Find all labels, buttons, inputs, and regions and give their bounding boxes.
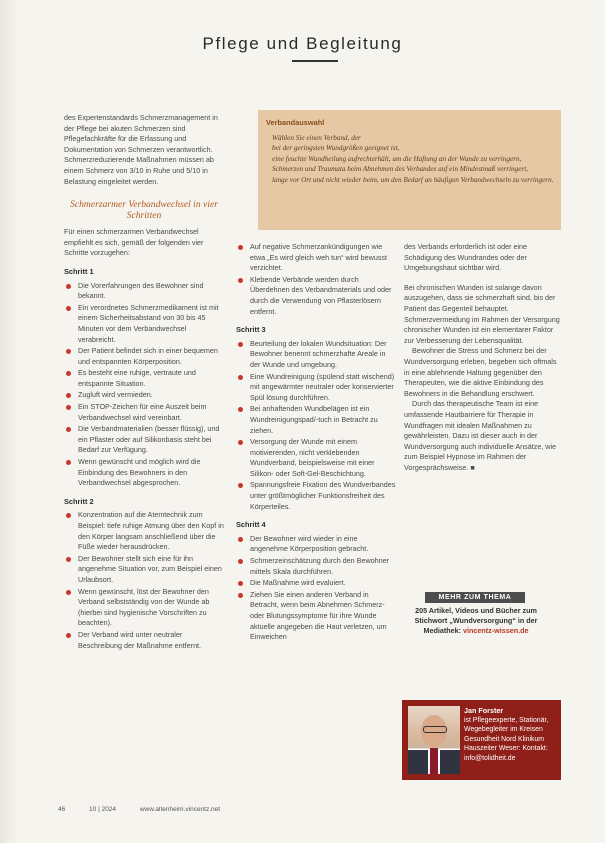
- list-item: Die Vorerfahrungen des Bewohner sind bekannt.: [64, 281, 224, 302]
- list-item: Konzentration auf die Atemtechnik zum Beispiel: tiefe ruhige Atmung über den Kopf in den Körper langsam anschließend über die Füße wieder herausdrücken.: [64, 510, 224, 552]
- author-text: [464, 706, 558, 764]
- list-item: Es besteht eine ruhige, vertraute und entspannte Situation.: [64, 368, 224, 389]
- list-item: Die Verbandmaterialien (besser flüssig), und ein Pflaster oder auf Silikonbasis steht bei Bedarf zur Verfügung.: [64, 424, 224, 456]
- step1-title: Schritt 1: [64, 266, 94, 276]
- step2-title: Schritt 2: [64, 496, 94, 506]
- info-box-title: Verbandauswahl: [266, 118, 325, 127]
- step2-list: [64, 510, 224, 651]
- more-topic-text: [405, 606, 547, 636]
- issue-info: 10 | 2024: [89, 806, 117, 813]
- list-item: Der Bewohner wird wieder in eine angenehme Körperposition gebracht.: [236, 534, 396, 555]
- list-item: Bei anhaftenden Wundbelägen ist ein Wundreinigungspad/-tuch in Betracht zu ziehen.: [236, 404, 396, 436]
- list-item: Der Verband wird unter neutraler Beschreibung der Maßnahme entfernt.: [64, 630, 224, 651]
- info-box-lines: [272, 133, 556, 185]
- list-item: Schmerzeinschätzung durch den Bewohner mittels Skala durchführen.: [236, 556, 396, 577]
- list-item: Versorgung der Wunde mit einem motivierenden, nicht verklebenden Wundverband, beispielsweise mit einer Silikon- oder Soft-Gel-Beschichtung.: [236, 437, 396, 479]
- list-item: Klebende Verbände werden durch Überdehnen des Verbandmaterials und oder durch die Verwendung von Pflasterlösern entfernt.: [236, 275, 396, 317]
- paragraph: des Verbands erforderlich ist oder eine Schädigung des Wundrandes oder der Umgebungshaut sichtbar wird.: [404, 242, 528, 273]
- paragraph: [404, 399, 561, 473]
- list-item: Ziehen Sie einen anderen Verband in Betracht, wenn beim Abnehmen Schmerz- oder Blutungssymptome für ihre Wunde aktuelle angegeben die Haut verletzen, um Einweichen: [236, 590, 396, 643]
- lead-paragraph: Für einen schmerzarmen Verbandwechsel empfiehlt es sich, gemäß der folgenden vier Schritte vorzugehen:: [64, 227, 204, 258]
- info-line: Schmerzen und Traumata beim Abnehmen des Verbandes auf ein Mindestmaß verringert,: [272, 165, 528, 174]
- website-url: www.altenheim.vincentz.net: [139, 806, 221, 813]
- title-underline: [292, 60, 338, 62]
- more-topic-description: 205 Artikel, Videos und Bücher zum Stichwort „Wundversorgung“ in der Mediathek:: [414, 606, 538, 635]
- info-line: Wählen Sie einen Verband, der: [272, 134, 361, 142]
- paragraph: Bewohner die Stress und Schmerz bei der Wundversorgung erleben, begeben sich oftmals in eine ablehnende Haltung gegenüber den Therapeuten, wie die aktive Einbindung des Bewohners in die Behandlung erschwert.: [404, 346, 557, 398]
- section-heading: Schmerzarmer Verbandwechsel in vier Schritten: [70, 199, 218, 222]
- list-item: Ein verordnetes Schmerzmedikament ist mit einem Sicherheitsabstand von 30 bis 45 Minuten vor dem Verbandwechsel verabreicht.: [64, 303, 224, 345]
- mediathek-link[interactable]: vincentz-wissen.de: [463, 626, 529, 635]
- photo-jacket-right: [440, 750, 460, 774]
- photo-glasses: [423, 726, 447, 733]
- info-line: bei der geringsten Wundgrößen geeignet ist,: [272, 144, 400, 153]
- list-item: Wenn gewünscht und möglich wird die Einbindung des Bewohners in den Verbandwechsel abgesprochen.: [64, 457, 224, 489]
- list-item: Auf negative Schmerzankündigungen wie etwa „Es wird gleich weh tun“ wird bewusst verzichtet.: [236, 242, 396, 274]
- page-title: Pflege und Begleitung: [202, 34, 403, 53]
- photo-tie: [430, 748, 438, 774]
- list-item: Wenn gewünscht, löst der Bewohner den Verband selbstständig von der Wunde ab (hierbei sind hygienische Vorschriften zu beachten).: [64, 587, 224, 629]
- step4-title: Schritt 4: [236, 520, 266, 530]
- list-item: Der Bewohner stellt sich eine für ihn angenehme Situation vor, zum Beispiel einen Urlaubsort.: [64, 554, 224, 586]
- page-number: 46: [58, 806, 66, 813]
- info-line: eine feuchte Wundheilung aufrechterhält, um die Haftung an der Wunde zu verringern,: [272, 154, 522, 163]
- list-item: Der Patient befindet sich in einer bequemen und entspannten Körperposition.: [64, 346, 224, 367]
- author-bio: ist Pflegeexperte, Stationär, Wegebegleiter im Kreisen Gesundheit Nord Klinikum Hauszeiter Weser: Kontakt: info@tolidheit.de: [464, 716, 549, 762]
- list-item: Spannungsfreie Fixation des Wundverbandes unter größtmöglicher Funktionsfreiheit des Körperteiles.: [236, 480, 396, 512]
- list-item: Eine Wundreinigung (spülend statt wischend) mit angewärmter neutraler oder konservierter Spül lösung durchführen.: [236, 372, 396, 404]
- list-item: Zugluft wird vermieden.: [64, 390, 224, 401]
- column-left: [64, 113, 224, 652]
- list-item: Ein STOP-Zeichen für eine Auszeit beim Verbandwechsel wird vereinbart.: [64, 402, 224, 423]
- column-middle: [236, 242, 396, 644]
- end-mark: ■: [470, 462, 475, 472]
- step1-list: [64, 281, 224, 489]
- step2-cont-list: [236, 242, 396, 317]
- info-line: lange vor Ort und nicht wieder beim, um den Bedarf an häufigen Verbandwechseln zu verringern.: [272, 175, 554, 184]
- list-item: Die Maßnahme wird evaluiert.: [236, 578, 396, 589]
- more-topic-label: MEHR ZUM THEMA: [425, 592, 525, 603]
- photo-jacket-left: [408, 750, 428, 774]
- author-box: [402, 700, 561, 780]
- author-name: Jan Forster: [464, 706, 504, 715]
- list-item: Beurteilung der lokalen Wundsituation: Der Bewohner benennt schmerzhafte Areale in der Wunde und umgebung.: [236, 339, 396, 371]
- column-right: [404, 242, 561, 473]
- intro-paragraph: des Expertenstandards Schmerzmanagement in der Pflege bei akuten Schmerzen sind Pflegefachkräfte für die Erfassung und Dokumentation von Schmerzen verantwortlich. Schmerzreduzierende Maßnahmen müssen ab einem Schmerz von 3/10 in Ruhe und 5/10 in Belastung eingeleitet werden.: [64, 113, 218, 186]
- author-photo: [408, 706, 460, 774]
- info-box-verbandauswahl: [258, 110, 561, 230]
- step3-title: Schritt 3: [236, 325, 266, 335]
- page-footer: [58, 806, 242, 813]
- step3-list: [236, 339, 396, 513]
- paragraph: Bei chronischen Wunden ist solange davon auszugehen, dass sie schmerzhaft sind, bis der Patient das Gegenteil behauptet. Schmerzvermeidung im Rahmen der Versorgung chronischer Wunden ist ein elementarer Faktor zur Verbesserung der Lebensqualität.: [404, 282, 560, 345]
- paragraph-text: Durch das therapeutische Team ist eine umfassende Hautbarriere für Therapie in Wundfragen mit idealen Maßnahmen zu gewährleisten. Dazu ist dieser auch in der Wundversorgung auch individuelle Ansätze, wie zum Beispiel Hypnose im Rahmen der Vorgesprächsweise.: [404, 399, 557, 472]
- step4-list: [236, 534, 396, 643]
